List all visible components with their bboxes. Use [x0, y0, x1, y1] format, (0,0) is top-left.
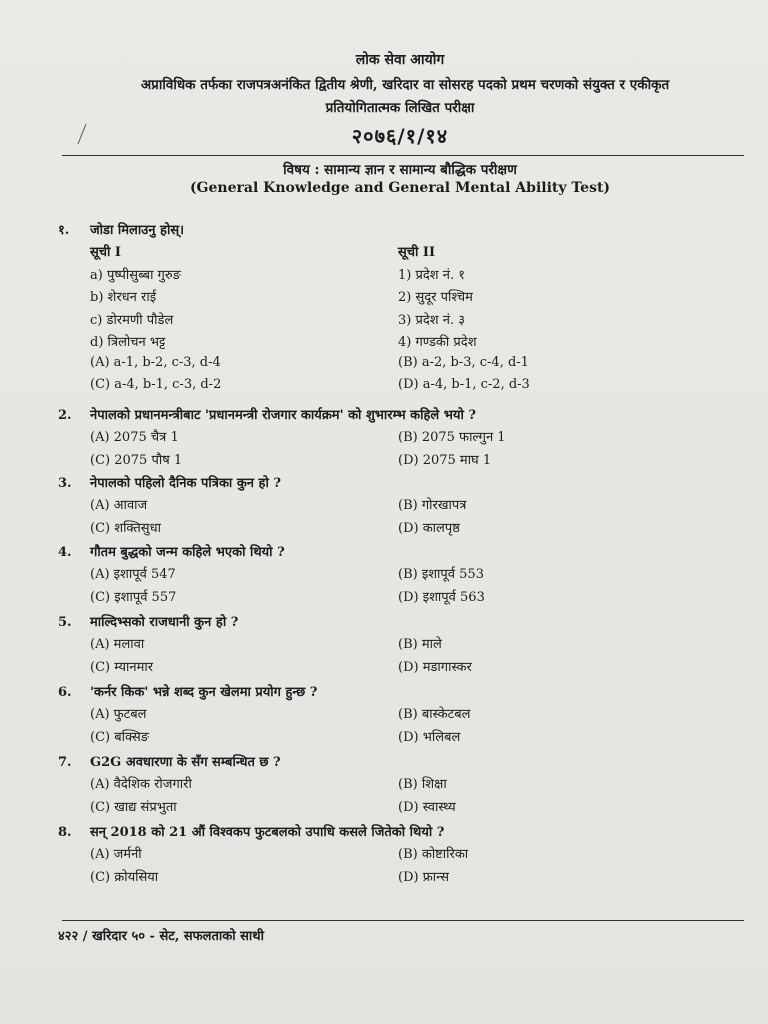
option-b: (B) इशापूर्व 553	[398, 567, 484, 582]
subject-nepali: विषय : सामान्य ज्ञान र सामान्य बौद्धिक परीक्षण	[283, 162, 517, 178]
option-d: (D) कालपृष्ठ	[398, 520, 460, 536]
option-a: (A) मलावा	[90, 637, 145, 652]
option-a: (A) 2075 चैत्र 1	[90, 430, 179, 445]
question-4	[58, 542, 718, 609]
list-2-item: 3) प्रदेश नं. ३	[398, 312, 465, 328]
option-c: (C) म्यानमार	[90, 659, 154, 675]
option-d: (D) a-4, b-1, c-2, d-3	[398, 377, 530, 392]
exam-description: अप्राविधिक तर्फका राजपत्रअनंकित द्वितीय श्रेणी, खरिदार वा सोसरह पदको प्रथम चरणको संयुक्त र एकीकृत	[140, 77, 670, 93]
list-2-heading: सूची II	[398, 245, 436, 260]
question-text: सन् 2018 को 21 औं विश्वकप फुटबलको उपाधि कसले जितेको थियो ?	[90, 825, 445, 840]
option-a: (A) a-1, b-2, c-3, d-4	[90, 354, 221, 370]
option-b: (B) बास्केटबल	[398, 707, 471, 722]
question-2	[58, 405, 718, 472]
option-d: (D) इशापूर्व 563	[398, 589, 485, 605]
list-2-item: 2) सुदूर पश्चिम	[398, 290, 473, 305]
list-1-item: c) डोरमणी पौडेल	[90, 312, 174, 328]
question-text: जोडा मिलाउनु होस्।	[90, 223, 185, 238]
footer-text: ४२२ / खरिदार ५० - सेट, सफलताको साथी	[58, 929, 264, 944]
option-c: (C) खाद्य संप्रभुता	[90, 799, 177, 815]
list-2-item: 1) प्रदेश नं. १	[398, 267, 465, 283]
option-c: (C) 2075 पौष 1	[90, 452, 183, 468]
question-number: 7.	[58, 755, 72, 770]
option-d: (D) मडागास्कर	[398, 659, 472, 675]
option-d: (D) 2075 माघ 1	[398, 452, 492, 468]
question-3	[58, 473, 718, 540]
footer-divider	[62, 920, 744, 921]
exam-type: प्रतियोगितात्मक लिखित परीक्षा	[325, 100, 475, 116]
question-number: 6.	[58, 685, 72, 700]
option-c: (C) a-4, b-1, c-3, d-2	[90, 377, 222, 392]
question-text: नेपालको प्रधानमन्त्रीबाट 'प्रधानमन्त्री रोजगार कार्यक्रम' को शुभारम्भ कहिले भयो ?	[90, 408, 476, 423]
header-divider	[62, 155, 744, 156]
question-5	[58, 612, 718, 679]
option-c: (C) इशापूर्व 557	[90, 589, 177, 605]
option-b: (B) 2075 फाल्गुन 1	[398, 430, 506, 445]
list-1-heading: सूची I	[90, 245, 122, 260]
question-number: 2.	[58, 408, 72, 423]
question-number: १.	[58, 223, 70, 238]
option-a: (A) जर्मनी	[90, 847, 142, 862]
option-c: (C) बक्सिङ	[90, 729, 150, 745]
question-7	[58, 752, 718, 819]
option-d: (D) भलिबल	[398, 729, 461, 745]
question-text: नेपालको पहिलो दैनिक पत्रिका कुन हो ?	[90, 476, 281, 491]
option-c: (C) क्रोयसिया	[90, 869, 159, 885]
question-text: 'कर्नर किक' भन्ने शब्द कुन खेलमा प्रयोग हुन्छ ?	[90, 685, 318, 700]
option-a: (A) फुटबल	[90, 707, 147, 722]
list-1-item: b) शेरधन राई	[90, 290, 157, 305]
exam-organization: लोक सेवा आयोग	[355, 52, 445, 68]
option-b: (B) गोरखापत्र	[398, 498, 467, 513]
question-text: गौतम बुद्धको जन्म कहिले भएको थियो ?	[90, 545, 285, 560]
option-b: (B) माले	[398, 637, 442, 652]
option-b: (B) a-2, b-3, c-4, d-1	[398, 354, 529, 370]
list-1-item: d) त्रिलोचन भट्ट	[90, 335, 166, 350]
option-d: (D) फ्रान्स	[398, 869, 450, 885]
option-c: (C) शक्तिसुधा	[90, 520, 161, 536]
option-a: (A) इशापूर्व 547	[90, 567, 176, 582]
option-d: (D) स्वास्थ्य	[398, 799, 456, 815]
exam-date: २०७६/१/१४	[351, 124, 449, 148]
option-a: (A) आवाज	[90, 498, 148, 513]
list-2-item: 4) गण्डकी प्रदेश	[398, 335, 477, 350]
question-6	[58, 682, 718, 749]
question-number: 5.	[58, 615, 72, 630]
option-b: (B) कोष्टारिका	[398, 847, 469, 862]
question-8	[58, 822, 718, 889]
question-text: G2G अवधारणा के सँग सम्बन्धित छ ?	[90, 755, 281, 770]
option-b: (B) शिक्षा	[398, 777, 447, 792]
question-text: माल्दिभ्सको राजधानी कुन हो ?	[90, 615, 239, 630]
question-number: 8.	[58, 825, 72, 840]
question-1	[58, 220, 718, 400]
option-a: (A) वैदेशिक रोजगारी	[90, 777, 192, 792]
question-number: 3.	[58, 476, 72, 491]
subject-english: (General Knowledge and General Mental Ability Test)	[189, 180, 611, 196]
list-1-item: a) पुष्पीसुब्बा गुरुङ	[90, 267, 181, 283]
question-number: 4.	[58, 545, 72, 560]
